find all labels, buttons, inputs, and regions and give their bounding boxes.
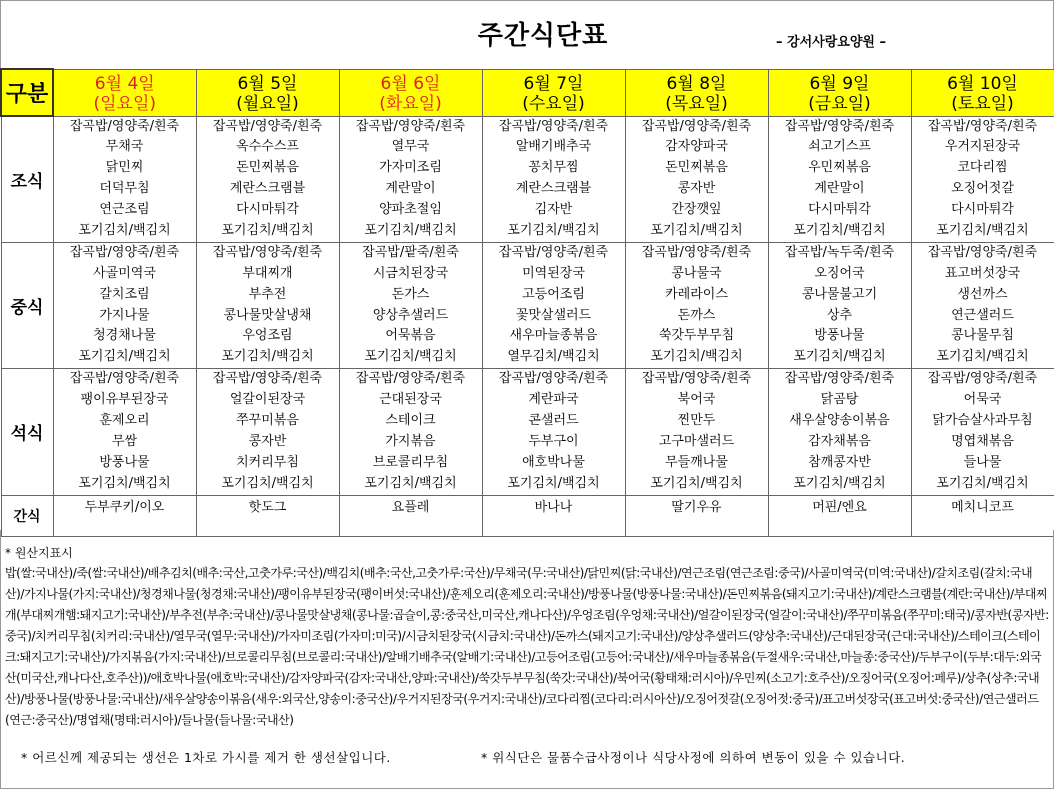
dish-item: 부대찌개 (242, 265, 293, 281)
dish-item: 잡곡밥/영양죽/흰죽 (69, 371, 180, 387)
dish-item: 우엉조림 (242, 328, 293, 344)
dish-item: 잡곡밥/영양죽/흰죽 (927, 118, 1038, 134)
footer-note-fish: * 어르신께 제공되는 생선은 1차로 가시를 제거 한 생선살입니다. (21, 750, 391, 765)
meal-cell (53, 116, 196, 242)
dish-item: 가지나물 (99, 307, 150, 323)
dish-item: 콩나물불고기 (801, 286, 878, 302)
dish-item: 양파초절임 (379, 202, 442, 218)
dish-item: 잡곡밥/영양죽/흰죽 (212, 118, 323, 134)
meal-cell (768, 242, 911, 368)
dish-item: 무채국 (105, 139, 144, 155)
meal-cell (196, 242, 339, 368)
meal-label: 중식 (1, 242, 53, 368)
dish-item: 닭민찌 (105, 160, 144, 176)
dish-item: 콩자반 (677, 181, 716, 197)
dish-item: 포기김치/백김치 (78, 475, 171, 491)
dish-item: 잡곡밥/영양죽/흰죽 (355, 118, 466, 134)
dish-item: 잡곡밥/영양죽/흰죽 (69, 244, 180, 260)
dish-item: 스테이크 (385, 412, 436, 428)
dish-item: 잡곡밥/영양죽/흰죽 (498, 371, 609, 387)
dish-item: 포기김치/백김치 (650, 475, 743, 491)
day-weekday: (토요일) (951, 93, 1014, 114)
meal-cell (196, 116, 339, 242)
day-weekday: (목요일) (665, 93, 728, 114)
dish-item: 돈까스 (677, 307, 716, 323)
dish-item: 연근조림 (99, 202, 150, 218)
day-date: 6월 8일 (666, 73, 727, 94)
meal-cell (339, 242, 482, 368)
organization-name: – 강서사랑요양원 – (776, 35, 886, 50)
dish-item: 포기김치/백김치 (364, 349, 457, 365)
day-date: 6월 4일 (94, 73, 155, 94)
dish-item: 돈가스 (391, 286, 430, 302)
meal-label: 석식 (1, 369, 53, 495)
dish-item: 김자반 (534, 202, 573, 218)
dish-item: 더덕무침 (99, 181, 150, 197)
meal-cell (911, 116, 1054, 242)
meal-cell (482, 242, 625, 368)
meal-cell (482, 116, 625, 242)
dish-item: 잡곡밥/녹두죽/흰죽 (784, 244, 895, 260)
dish-item: 새우살양송이볶음 (789, 412, 890, 428)
dish-item: 치커리무침 (236, 454, 299, 470)
dish-item: 고구마샐러드 (658, 433, 735, 449)
day-date: 6월 7일 (523, 73, 584, 94)
snack-item: 머핀/엔요 (768, 495, 911, 536)
header-row (1, 69, 1054, 116)
dish-item: 포기김치/백김치 (78, 222, 171, 238)
dish-item: 팽이유부된장국 (80, 392, 169, 408)
dish-item: 가자미조림 (379, 160, 442, 176)
dish-item: 잡곡밥/영양죽/흰죽 (641, 118, 752, 134)
dish-item: 쇠고기스프 (808, 139, 871, 155)
dish-item: 포기김치/백김치 (936, 475, 1029, 491)
dish-item: 콩자반 (248, 433, 287, 449)
snack-item: 메치니코프 (911, 495, 1054, 536)
dish-item: 어묵국 (963, 392, 1002, 408)
dish-item: 브로콜리무침 (372, 454, 449, 470)
dish-item: 북어국 (677, 392, 716, 408)
dish-item: 방풍나물 (814, 328, 865, 344)
dish-item: 무쌈 (111, 433, 138, 449)
dish-item: 포기김치/백김치 (936, 222, 1029, 238)
dish-item: 돈민찌볶음 (236, 160, 299, 176)
dish-item: 잡곡밥/영양죽/흰죽 (641, 244, 752, 260)
day-header (911, 69, 1054, 116)
dish-item: 꽃맛살샐러드 (515, 307, 592, 323)
dish-item: 어묵볶음 (385, 328, 436, 344)
gubun-header: 구분 (1, 69, 53, 116)
dish-item: 잡곡밥/영양죽/흰죽 (784, 371, 895, 387)
dish-item: 다시마튀각 (236, 202, 299, 218)
dish-item: 잡곡밥/영양죽/흰죽 (355, 371, 466, 387)
meal-cell (53, 369, 196, 495)
dish-item: 표고버섯장국 (944, 265, 1021, 281)
dish-item: 포기김치/백김치 (221, 222, 314, 238)
meal-cell (911, 242, 1054, 368)
dish-item: 애호박나물 (522, 454, 585, 470)
dish-item: 포기김치/백김치 (364, 222, 457, 238)
day-header (53, 69, 196, 116)
dish-item: 닭가슴살사과무침 (932, 412, 1033, 428)
dish-item: 계란말이 (814, 181, 865, 197)
dish-item: 닭곰탕 (820, 392, 859, 408)
dish-item: 포기김치/백김치 (78, 349, 171, 365)
day-date: 6월 10일 (947, 73, 1018, 94)
meal-row (1, 242, 1054, 368)
day-header (196, 69, 339, 116)
dish-item: 잡곡밥/영양죽/흰죽 (498, 244, 609, 260)
dish-item: 가지볶음 (385, 433, 436, 449)
meal-cell (482, 369, 625, 495)
dish-item: 옥수수스프 (236, 139, 299, 155)
menu-table (0, 68, 1054, 537)
dish-item: 명엽채볶음 (951, 433, 1014, 449)
dish-item: 우민찌볶음 (808, 160, 871, 176)
footer-note-change: * 위식단은 물품수급사정이나 식당사정에 의하여 변동이 있을 수 있습니다. (481, 750, 906, 765)
dish-item: 포기김치/백김치 (793, 222, 886, 238)
day-date: 6월 6일 (380, 73, 441, 94)
dish-item: 포기김치/백김치 (936, 349, 1029, 365)
dish-item: 생선까스 (957, 286, 1008, 302)
dish-item: 참깨콩자반 (808, 454, 871, 470)
dish-item: 잡곡밥/영양죽/흰죽 (927, 371, 1038, 387)
dish-item: 방풍나물 (99, 454, 150, 470)
snack-item: 딸기우유 (625, 495, 768, 536)
dish-item: 들나물 (963, 454, 1002, 470)
dish-item: 쑥갓두부무침 (658, 328, 735, 344)
meal-row (1, 369, 1054, 495)
dish-item: 꽁치무찜 (528, 160, 579, 176)
dish-item: 미역된장국 (522, 265, 585, 281)
dish-item: 우거지된장국 (944, 139, 1021, 155)
dish-item: 갈치조림 (99, 286, 150, 302)
notes-section (0, 530, 1054, 789)
dish-item: 훈제오리 (99, 412, 150, 428)
dish-item: 포기김치/백김치 (221, 475, 314, 491)
meal-cell (339, 369, 482, 495)
meal-cell (625, 116, 768, 242)
dish-item: 쭈꾸미볶음 (236, 412, 299, 428)
snack-item: 바나나 (482, 495, 625, 536)
dish-item: 잡곡밥/영양죽/흰죽 (69, 118, 180, 134)
dish-item: 상추 (826, 307, 853, 323)
snack-item: 요플레 (339, 495, 482, 536)
dish-item: 새우마늘종볶음 (509, 328, 598, 344)
dish-item: 잡곡밥/영양죽/흰죽 (927, 244, 1038, 260)
day-header (625, 69, 768, 116)
dish-item: 부추전 (248, 286, 287, 302)
dish-item: 다시마튀각 (951, 202, 1014, 218)
dish-item: 포기김치/백김치 (364, 475, 457, 491)
meal-row (1, 116, 1054, 242)
meal-cell (911, 369, 1054, 495)
dish-item: 콘샐러드 (528, 412, 579, 428)
meal-cell (625, 242, 768, 368)
dish-item: 두부구이 (528, 433, 579, 449)
day-weekday: (금요일) (808, 93, 871, 114)
dish-item: 찐만두 (677, 412, 716, 428)
origin-text: 밥(쌀:국내산)/죽(쌀:국내산)/배추김치(배추:국산,고춧가루:국산)/백김치(배추:국산,고춧가루:국산)/무채국(무:국내산)/닭민찌(닭:국내산)/연근조림(연근조림:중국)/사골미역국(미역:국내산)/갈치조림(갈치:국내산)/가지나물(가지:국내산)/청경채나물(청경채:국내산)/팽이유부된장국(팽이버섯:국내산)/훈제오리(훈제오리:국내산)/방풍나물(방풍나물:국내산)/돈민찌볶음(돼지고기:국내산)/계란스크램블(계란:국내산)/부대찌개(부대찌개햄:돼지고기:국내산)/부추전(부추:국내산)/콩나물맛살냉채(콩나물:곱슬이,콩:중국산,미국산,캐나다산)/우엉조림(우엉채:국내산)/얼갈이된장국(얼갈이:국내산)/쭈꾸미볶음(쭈꾸미:태국)/콩자반(콩자반:중국)/치커리무침(치커리:국내산)/열무국(열무:국내산)/가자미조림(가자미:미국)/시금치된장국(시금치:국내산)/돈까스(돼지고기:국내산)/양상추샐러드(양상추:국내산)/근대된장국(근대:국내산)/스테이크(스테이크:돼지고기:국내산)/가지볶음(가지:국내산)/브로콜리무침(브로콜리:국내산)/알배기배추국(알배기:국내산)/고등어조림(고등어:국내산)/새우마늘종볶음(두절새우:국내산,마늘종:중국산)/두부구이(두부:대두:외국산(미국산,캐나다산,호주산))/애호박나물(애호박:국내산)/감자양파국(감자:국내산,양파:국내산)/쑥갓두부무침(쑥갓:국내산)/북어국(황태채:러시아)/우민찌(소고기:호주산)/오징어국(오징어:페루)/상추(상추:국내산)/방풍나물(방풍나물:국내산)/새우살양송이볶음(새우:외국산,양송이:중국산)/우거지된장국(우거지:국내산)/코다리찜(코다리:러시아산)/오징어젓갈(오징어젓:중국)/표고버섯장국(표고버섯:중국산)/연근샐러드(연근:중국산)/명엽채(명태:러시아)/들나물(들나물:국내산) (5, 566, 1049, 727)
title-row (0, 0, 1054, 69)
dish-item: 잡곡밥/영양죽/흰죽 (498, 118, 609, 134)
day-weekday: (월요일) (236, 93, 299, 114)
dish-item: 잡곡밥/영양죽/흰죽 (212, 371, 323, 387)
dish-item: 돈민찌볶음 (665, 160, 728, 176)
dish-item: 콩나물국 (671, 265, 722, 281)
day-date: 6월 9일 (809, 73, 870, 94)
dish-item: 근대된장국 (379, 392, 442, 408)
meal-cell (768, 116, 911, 242)
dish-item: 오징어국 (814, 265, 865, 281)
dish-item: 계란파국 (528, 392, 579, 408)
dish-item: 시금치된장국 (372, 265, 449, 281)
dish-item: 얼갈이된장국 (229, 392, 306, 408)
origin-title: * 원산지표시 (5, 546, 73, 560)
dish-item: 연근샐러드 (951, 307, 1014, 323)
snack-item: 핫도그 (196, 495, 339, 536)
dish-item: 계란스크램블 (229, 181, 306, 197)
dish-item: 간장깻잎 (671, 202, 722, 218)
dish-item: 다시마튀각 (808, 202, 871, 218)
day-header (339, 69, 482, 116)
menu-table-body (1, 69, 1054, 536)
meal-cell (196, 369, 339, 495)
dish-item: 콩나물맛살냉채 (223, 307, 312, 323)
snack-item: 두부쿠키/이오 (53, 495, 196, 536)
dish-item: 청경채나물 (93, 328, 156, 344)
page-title: 주간식단표 (477, 21, 609, 51)
meal-label: 조식 (1, 116, 53, 242)
dish-item: 포기김치/백김치 (650, 349, 743, 365)
meal-cell (625, 369, 768, 495)
day-date: 6월 5일 (237, 73, 298, 94)
dish-item: 계란말이 (385, 181, 436, 197)
dish-item: 콩나물무침 (951, 328, 1014, 344)
day-weekday: (일요일) (93, 93, 157, 114)
dish-item: 열무국 (391, 139, 430, 155)
dish-item: 포기김치/백김치 (221, 349, 314, 365)
dish-item: 고등어조림 (522, 286, 585, 302)
dish-item: 잡곡밥/영양죽/흰죽 (641, 371, 752, 387)
dish-item: 포기김치/백김치 (507, 475, 600, 491)
dish-item: 카레라이스 (665, 286, 728, 302)
dish-item: 사골미역국 (93, 265, 156, 281)
dish-item: 코다리찜 (957, 160, 1008, 176)
meal-cell (339, 116, 482, 242)
snack-label: 간식 (1, 495, 53, 536)
dish-item: 포기김치/백김치 (650, 222, 743, 238)
dish-item: 계란스크램블 (515, 181, 592, 197)
dish-item: 포기김치/백김치 (793, 475, 886, 491)
dish-item: 오징어젓갈 (951, 181, 1014, 197)
day-header (482, 69, 625, 116)
dish-item: 감자채볶음 (808, 433, 871, 449)
dish-item: 잡곡밥/영양죽/흰죽 (212, 244, 323, 260)
meal-cell (53, 242, 196, 368)
dish-item: 알배기배추국 (515, 139, 592, 155)
dish-item: 양상추샐러드 (372, 307, 449, 323)
dish-item: 포기김치/백김치 (507, 222, 600, 238)
meal-cell (768, 369, 911, 495)
dish-item: 열무김치/백김치 (507, 349, 600, 365)
dish-item: 잡곡밥/팥죽/흰죽 (362, 244, 459, 260)
dish-item: 무들깨나물 (665, 454, 728, 470)
dish-item: 감자양파국 (665, 139, 728, 155)
dish-item: 잡곡밥/영양죽/흰죽 (784, 118, 895, 134)
day-weekday: (수요일) (522, 93, 585, 114)
dish-item: 포기김치/백김치 (793, 349, 886, 365)
day-header (768, 69, 911, 116)
day-weekday: (화요일) (379, 93, 442, 114)
